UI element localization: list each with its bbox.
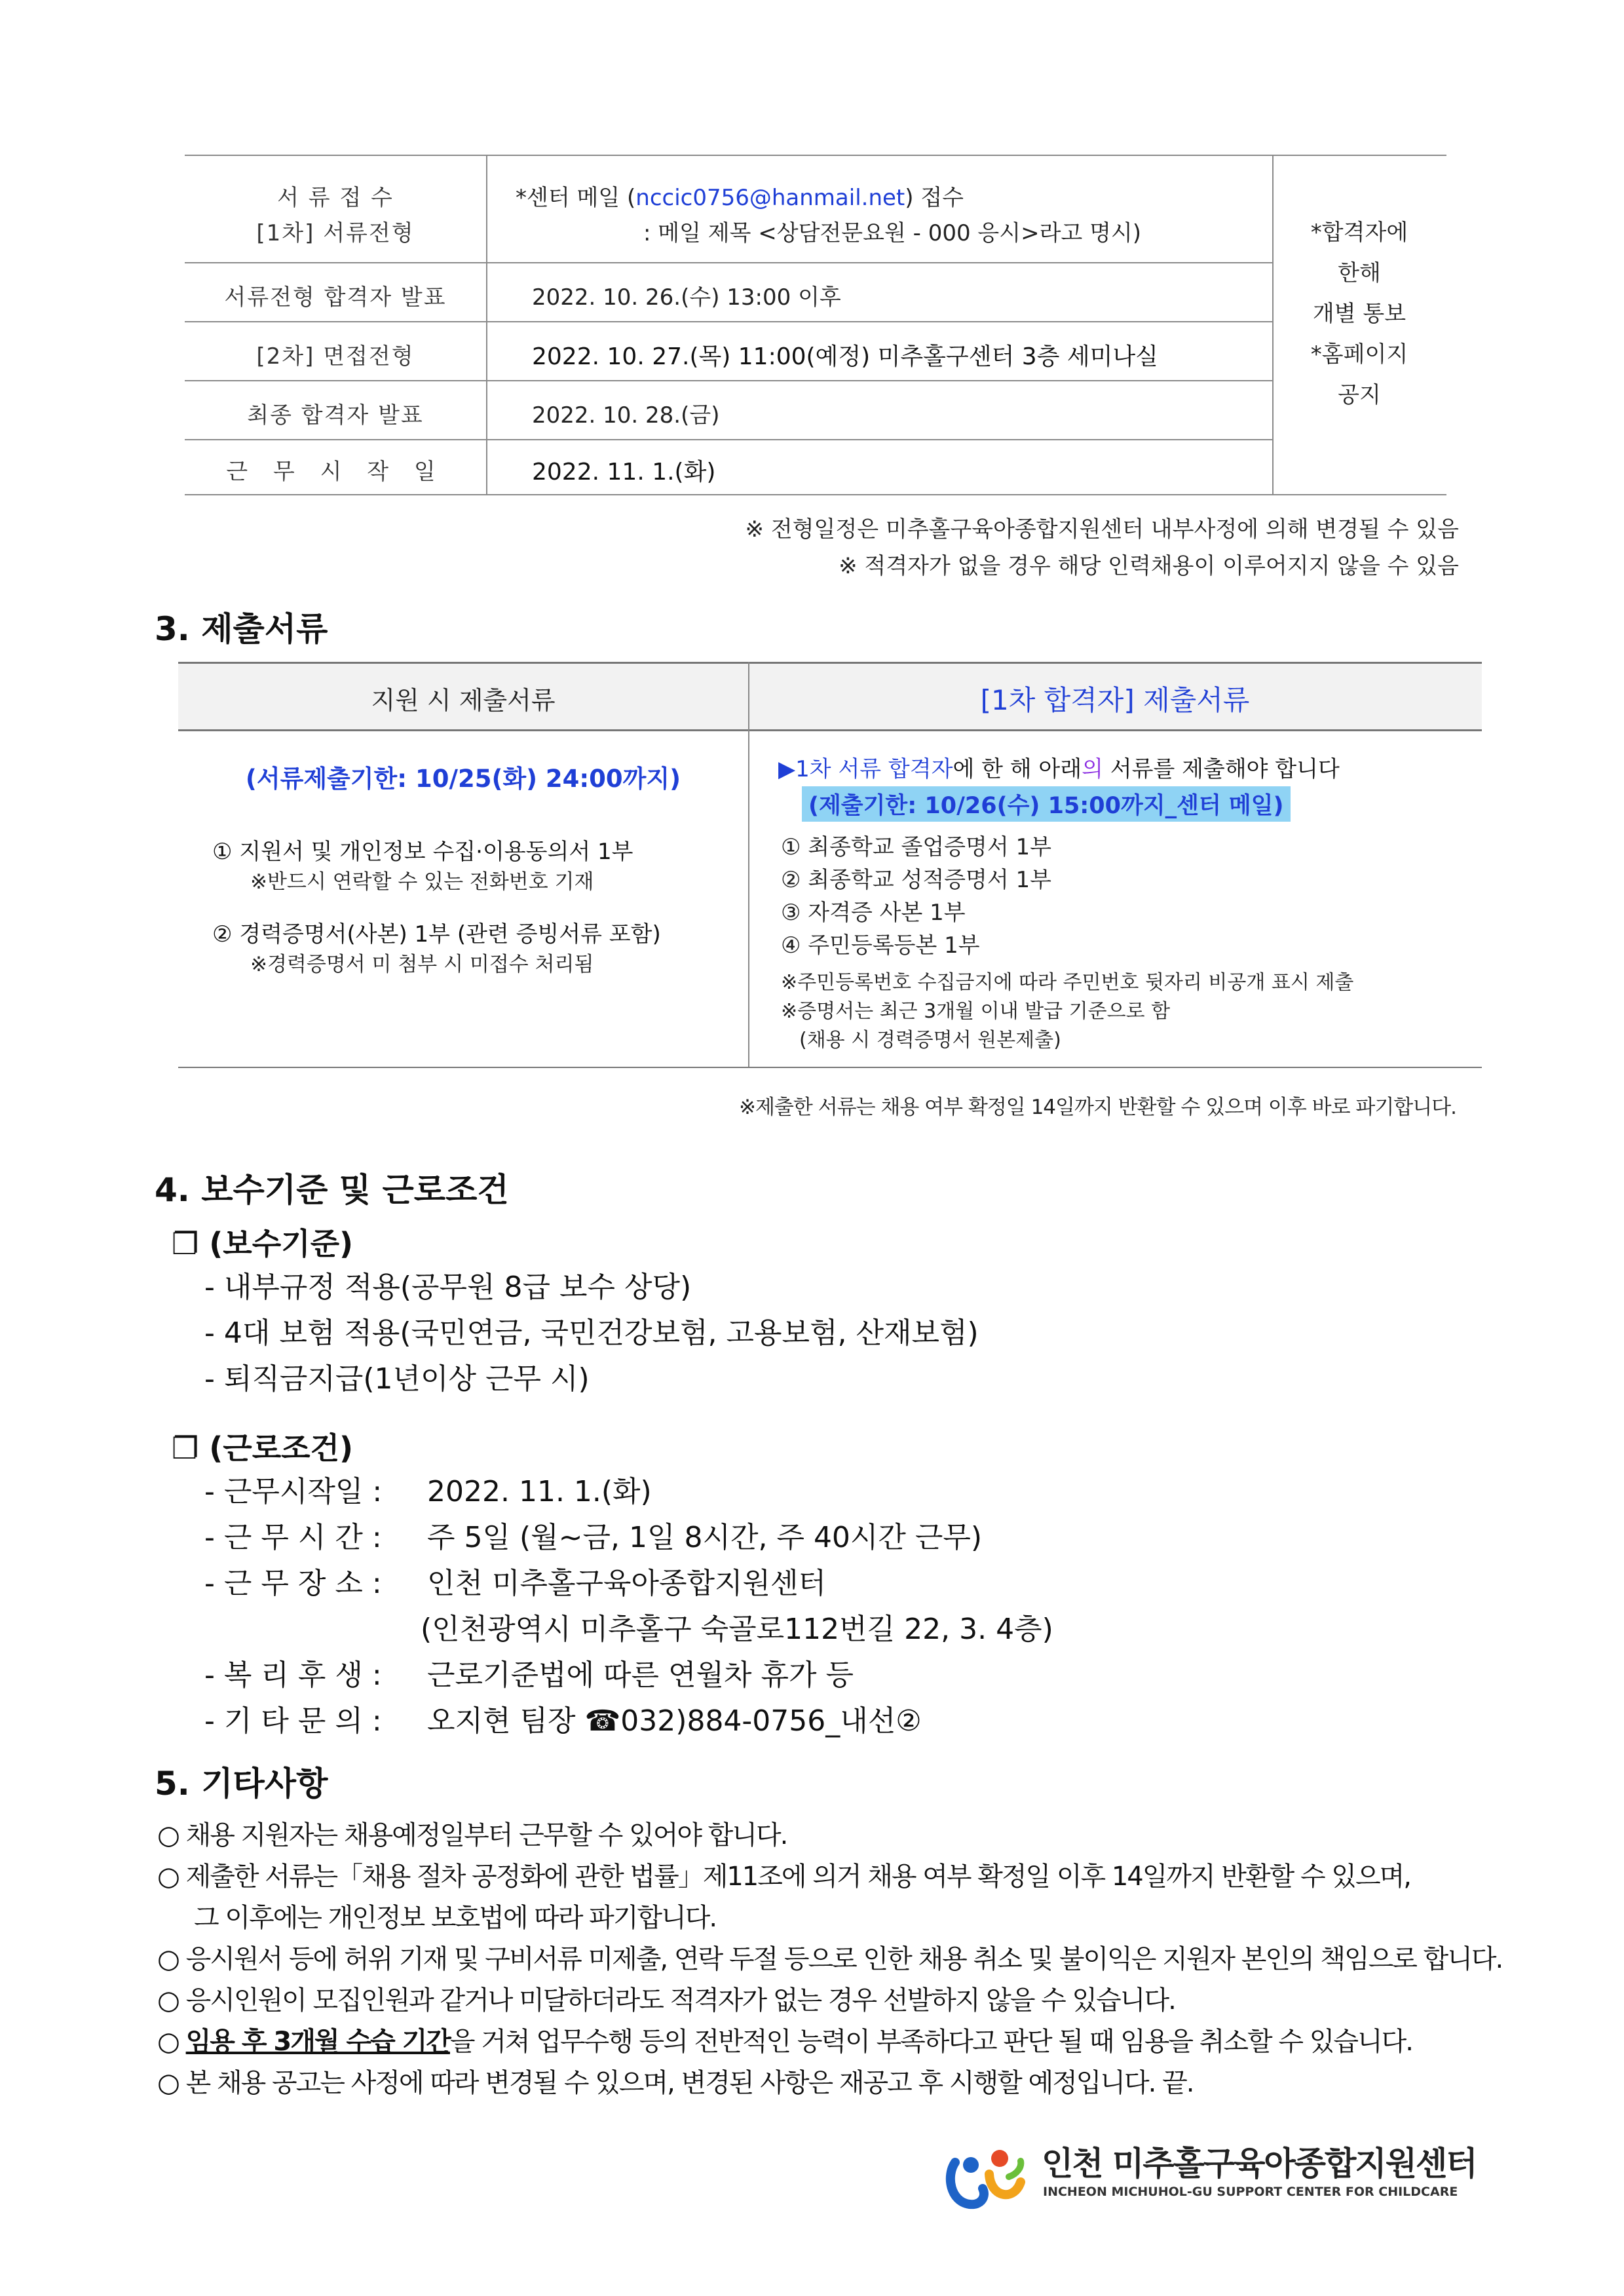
emphasis-text: 임용 후 3개월 수습 기간 — [185, 2027, 450, 2057]
doc-note: (채용 시 경력증명서 원본제출) — [799, 1029, 1061, 1052]
section-title: 4. 보수기준 및 근로조건 — [155, 1171, 509, 1209]
misc-item: ○ 제출한 서류는「채용 절차 공정화에 관한 법률」제11조에 의거 채용 여부 확정일 이후 14일까지 반환할 수 있으며, — [157, 1862, 1411, 1892]
intro-text: 에 한 해 아래 — [953, 756, 1082, 782]
doc-note: ※주민등록번호 수집금지에 따라 주민번호 뒷자리 비공개 표시 제출 — [781, 971, 1354, 994]
subsection-title: ❐ (보수기준) — [172, 1226, 354, 1261]
work-item — [204, 1607, 1053, 1653]
work-value: 주 5일 (월~금, 1일 8시간, 주 40시간 근무) — [427, 1521, 983, 1554]
bullet: ○ — [157, 2027, 186, 2057]
documents-table — [178, 662, 1482, 1068]
table-border — [185, 155, 1446, 156]
work-value: (인천광역시 미추홀구 숙골로112번길 22, 3. 4층) — [421, 1613, 1053, 1646]
work-value: 오지현 팀장 ☎032)884-0756_내선② — [427, 1704, 922, 1738]
misc-list — [157, 1815, 1502, 2104]
arrow-icon: ▶ — [778, 756, 796, 782]
work-item — [204, 1515, 1053, 1561]
work-label: - 복 리 후 생 : — [204, 1658, 382, 1692]
work-item — [204, 1653, 1053, 1698]
misc-item: ○ 응시인원이 모집인원과 같거나 미달하더라도 적격자가 없는 경우 선발하지 않을 수 있습니다. — [157, 1985, 1175, 2016]
misc-text: 을 거쳐 업무수행 등의 전반적인 능력이 부족하다고 판단 될 때 임용을 취소할 수 있습니다. — [449, 2027, 1412, 2057]
center-logo — [943, 2136, 1029, 2215]
work-value: 근로기준법에 따른 연월차 휴가 등 — [427, 1658, 854, 1692]
row-label: 서 류 접 수 — [277, 185, 394, 211]
column-header: [1차 합격자] 제출서류 — [980, 684, 1250, 716]
row-value: 2022. 10. 28.(금) — [532, 402, 720, 429]
notice-column — [1272, 212, 1446, 415]
misc-item — [157, 2021, 1502, 2063]
notice-line: *홈페이지 — [1310, 341, 1408, 368]
value-text: *센터 메일 ( — [516, 185, 636, 211]
doc-item: ① 최종학교 졸업증명서 1부 — [781, 834, 1051, 860]
doc-item: ② 최종학교 성적증명서 1부 — [781, 867, 1051, 893]
doc-note: ※반드시 연락할 수 있는 전화번호 기재 — [250, 870, 594, 894]
value-text: ) 접수 — [905, 185, 964, 211]
doc-item: ④ 주민등록등본 1부 — [781, 932, 980, 959]
misc-item: ○ 본 채용 공고는 사정에 따라 변경될 수 있으며, 변경된 사항은 재공고 후 시행할 예정입니다. 끝. — [157, 2068, 1194, 2098]
pay-item: - 내부규정 적용(공무원 8급 보수 상당) — [204, 1271, 692, 1304]
table-border — [178, 1067, 1482, 1068]
doc-item: ② 경력증명서(사본) 1부 (관련 증빙서류 포함) — [212, 921, 661, 947]
misc-item: ○ 채용 지원자는 채용예정일부터 근무할 수 있어야 합니다. — [157, 1820, 787, 1850]
row-label: 서류전형 합격자 발표 — [224, 284, 447, 311]
misc-item: ○ 응시원서 등에 허위 기재 및 구비서류 미제출, 연락 두절 등으로 인한 채용 취소 및 불이익은 지원자 본인의 책임으로 합니다. — [157, 1944, 1503, 1974]
intro-text: 서류를 제출해야 합니다 — [1103, 756, 1340, 782]
row-divider — [185, 262, 1272, 263]
intro-highlight: 1차 서류 합격자 — [795, 756, 953, 782]
misc-item: 그 이후에는 개인정보 보호법에 따라 파기합니다. — [194, 1903, 717, 1933]
table-border — [185, 494, 1446, 495]
row-value: 2022. 10. 26.(수) 13:00 이후 — [532, 284, 841, 311]
row-value: : 메일 제목 <상담전문요원 - 000 응시>라고 명시) — [643, 220, 1142, 246]
pay-list — [204, 1265, 979, 1402]
notice-line: 공지 — [1338, 382, 1381, 408]
schedule-table — [185, 155, 1446, 495]
work-value: 2022. 11. 1.(화) — [427, 1475, 652, 1508]
row-value: 2022. 11. 1.(화) — [532, 459, 716, 486]
note-line: ※ 적격자가 없을 경우 해당 인력채용이 이루어지지 않을 수 있음 — [839, 553, 1459, 579]
col-divider — [486, 155, 487, 495]
schedule-notes — [746, 511, 1459, 584]
subsection-title: ❐ (근로조건) — [172, 1430, 354, 1466]
notice-line: 개별 통보 — [1312, 301, 1407, 327]
work-label: - 근 무 시 간 : — [204, 1521, 382, 1554]
deadline-text — [178, 759, 748, 794]
work-item — [204, 1698, 1053, 1744]
section-title: 3. 제출서류 — [155, 610, 328, 648]
notice-line: *합격자에 — [1310, 220, 1408, 246]
doc-note: ※경력증명서 미 첨부 시 미접수 처리됨 — [250, 953, 594, 976]
note-line: ※ 전형일정은 미추홀구육아종합지원센터 내부사정에 의해 변경될 수 있음 — [745, 516, 1459, 543]
doc-item: ③ 자격증 사본 1부 — [781, 900, 966, 926]
row-divider — [185, 439, 1272, 440]
pay-item: - 퇴직금지급(1년이상 근무 시) — [204, 1362, 590, 1396]
deadline-label: (서류제출기한: 10/25(화) 24:00까지) — [245, 765, 681, 793]
row-value — [516, 180, 964, 212]
doc-note: ※증명서는 최근 3개월 이내 발급 기준으로 함 — [781, 1000, 1171, 1023]
pay-item: - 4대 보험 적용(국민연금, 국민건강보험, 고용보험, 산재보험) — [204, 1316, 979, 1350]
org-name: 인천 미추홀구육아종합지원센터 — [1042, 2145, 1477, 2183]
section-title: 5. 기타사항 — [155, 1765, 328, 1803]
doc-notes — [781, 968, 1353, 1055]
email-link[interactable]: nccic0756@hanmail.net — [635, 185, 905, 211]
logo-icon — [943, 2136, 1029, 2215]
work-label: - 근무시작일 : — [204, 1475, 383, 1508]
col2-intro — [778, 751, 1340, 783]
documents-footnote: ※제출한 서류는 채용 여부 확정일 14일까지 반환할 수 있으며 이후 바로 파기합니다. — [739, 1096, 1456, 1119]
row-divider — [185, 380, 1272, 381]
row-label: 최종 합격자 발표 — [247, 402, 424, 429]
doc-list — [781, 831, 1051, 962]
row-label: [1차] 서류전형 — [256, 220, 415, 246]
row-label: 근 무 시 작 일 — [226, 459, 445, 485]
work-item — [204, 1469, 1053, 1515]
deadline-highlight: (제출기한: 10/26(수) 15:00까지_센터 메일) — [802, 786, 1291, 822]
intro-text: 의 — [1082, 756, 1103, 782]
doc-item: ① 지원서 및 개인정보 수집·이용동의서 1부 — [212, 839, 633, 865]
org-name-en: INCHEON MICHUHOL-GU SUPPORT CENTER FOR CHILDCARE — [1043, 2185, 1458, 2199]
row-value: 2022. 10. 27.(목) 11:00(예정) 미추홀구센터 3층 세미나실 — [532, 343, 1158, 370]
col-divider — [748, 662, 749, 1068]
column-header: 지원 시 제출서류 — [371, 686, 556, 715]
work-value: 인천 미추홀구육아종합지원센터 — [427, 1567, 827, 1600]
row-divider — [185, 321, 1272, 322]
notice-line: 한해 — [1338, 260, 1381, 286]
work-list — [204, 1469, 1053, 1744]
work-label: - 근 무 장 소 : — [204, 1567, 382, 1600]
work-item — [204, 1561, 1053, 1607]
row-label: [2차] 면접전형 — [256, 343, 415, 370]
work-label: - 기 타 문 의 : — [204, 1704, 382, 1738]
